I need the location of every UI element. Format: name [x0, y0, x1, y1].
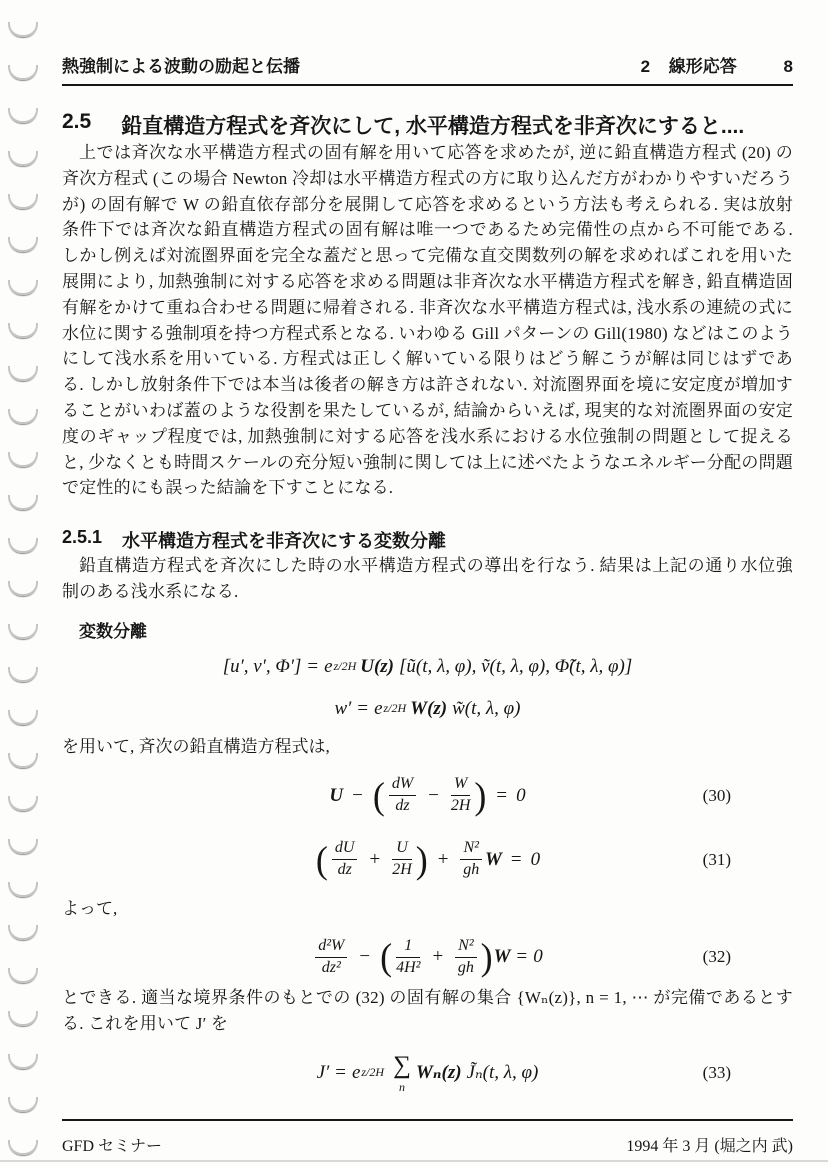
exp-base: e: [374, 697, 383, 719]
right-paren: ): [474, 774, 487, 817]
vertical-structure-fn: W(z): [410, 697, 448, 719]
exponent: z/2H: [361, 1065, 385, 1080]
eq-lhs: w′: [334, 697, 352, 719]
text-yotte: よって,: [62, 898, 118, 918]
binding-ring: [8, 194, 38, 209]
equation-tag: (32): [702, 947, 731, 967]
chapter-title: 線形応答: [668, 57, 737, 76]
header-rule: [62, 84, 793, 86]
spiral-binding: [6, 22, 46, 1167]
binding-ring: [8, 968, 38, 983]
minus-sign: −: [359, 946, 371, 968]
equation-32: [62, 929, 793, 985]
equation-33: [62, 1045, 793, 1101]
chapter-number: 2: [640, 57, 651, 76]
equation-tag: (33): [702, 1062, 731, 1082]
equals-sign: =: [496, 784, 508, 806]
subsection-heading: [62, 527, 793, 553]
eq-rhs: 0: [533, 946, 543, 968]
binding-ring: [8, 753, 38, 768]
running-title: 熱強制による波動の励起と伝播: [62, 57, 300, 76]
left-paren: (: [372, 774, 385, 817]
eq-rhs: 0: [530, 848, 541, 870]
equation-separation-uvphi: [62, 650, 793, 684]
section-title: 鉛直構造方程式を斉次にして, 水平構造方程式を非斉次にすると....: [121, 115, 745, 138]
binding-ring: [8, 581, 38, 596]
fraction-du-dz: $\frac{dU}{dz}$: [332, 839, 358, 880]
binding-ring: [8, 323, 38, 338]
equals-sign: =: [335, 1061, 346, 1083]
binding-ring: [8, 667, 38, 682]
term-w: W: [493, 946, 511, 968]
binding-ring: [8, 882, 38, 897]
fraction-u-2h: $\frac{U}{2H}$: [392, 839, 412, 879]
equals-sign: =: [516, 946, 528, 968]
binding-ring: [8, 280, 38, 295]
eq-rhs: [ũ(t, λ, φ), ṽ(t, λ, φ), Φ̃(t, λ, φ)]: [399, 655, 633, 677]
term-w: W: [484, 848, 502, 870]
eq-rhs: J̃ₙ(t, λ, φ): [466, 1062, 539, 1084]
page-header: [62, 52, 793, 77]
summation-symbol: ∑ n: [393, 1051, 411, 1094]
scan-bottom-edge: [0, 1160, 828, 1162]
binding-ring: [8, 452, 38, 467]
eigenfunction-term: Wₙ(z): [415, 1062, 462, 1084]
exp-base: e: [324, 655, 333, 677]
binding-ring: [8, 1054, 38, 1069]
eq-rhs: 0: [516, 784, 526, 806]
text-after-separation: を用いて, 斉次の鉛直構造方程式は,: [62, 736, 330, 756]
paragraph-1: 上では斉次な水平構造方程式の固有解を用いて応答を求めたが, 逆に鉛直構造方程式 (20) の斉次方程式 (この場合 Newton 冷却は水平構造方程式の方に取り込んだ方がわかりやすいだろうが) の固有解で W の鉛直依存部分を展開して応答を求めるという方法も考えられる. 実は放射条件下では斉次な鉛直構造方程式の固有解は唯一つであるため完備性の点から不可能である. しかし例えば対流圏界面を完全な蓋だと思って完備な直交関数列の解を求めればこれを用いた展開により, 加熱強制に対する応答を求める問題は非斉次な水平構造方程式を解き, 鉛直構造固有解をかけて重ね合わせる問題に帰着される. 非斉次な水平構造方程式は, 浅水系の連続の式に水位に関する強制項を持つ方程式系となる. いわゆる Gill パターンの Gill(1980) などはこのようにして浅水系を用いている. 方程式は正しく解いている限りはどう解こうが解は同じはずである. しかし放射条件下では本当は後者の解き方は許されない. 対流圏界面を境に安定度が増加することがいわば蓋のような役割を果たしているが, 結論からいえば, 現実的な対流圏界面の安定度のギャップ程度では, 加熱強制に対する応答を浅水系における水位強制の問題として捉えると, 少なくとも時間スケールの充分短い強制に関しては上に述べたようなエネルギー分配の問題で定性的にも誤った結論を下すことになる.: [62, 143, 793, 498]
section-heading: [62, 110, 793, 140]
binding-ring: [8, 151, 38, 166]
fraction-n2-gh: $\frac{\text{N²}}{gh}$: [460, 839, 481, 880]
binding-ring: [8, 108, 38, 123]
page-footer: [62, 1133, 793, 1156]
fraction-1-4h2: $\frac{1}{\text{4H²}}$: [396, 936, 421, 976]
binding-ring: [8, 925, 38, 940]
equals-sign: =: [510, 848, 522, 870]
binding-ring: [8, 366, 38, 381]
subsection-title: 水平構造方程式を非斉次にする変数分離: [122, 531, 447, 552]
binding-ring: [8, 1140, 38, 1155]
footer-rule: [62, 1119, 793, 1121]
equals-sign: =: [307, 655, 319, 677]
section-number: 2.5: [62, 110, 92, 133]
binding-ring: [8, 538, 38, 553]
term-u: U: [329, 784, 344, 806]
header-right: [627, 52, 793, 77]
paragraph-3: とできる. 適当な境界条件のもとでの (32) の固有解の集合 {Wₙ(z)}, n = 1, ⋯ が完備であるとする. これを用いて J′ を: [62, 988, 793, 1034]
page-number: 8: [783, 57, 793, 76]
page-content: [62, 0, 793, 1156]
binding-ring: [8, 22, 38, 37]
binding-ring: [8, 1011, 38, 1026]
plus-sign: +: [437, 848, 449, 870]
exponent: z/2H: [333, 659, 357, 674]
equation-31: [62, 832, 793, 888]
vertical-structure-fn: U(z): [360, 655, 395, 677]
footer-seminar-name: GFD セミナー: [62, 1137, 163, 1155]
eq-lhs: [u′, v′, Φ′]: [222, 655, 302, 677]
eq-rhs: w̃(t, λ, φ): [452, 697, 521, 719]
equals-sign: =: [357, 697, 369, 719]
right-paren: ): [480, 936, 493, 979]
binding-ring: [8, 839, 38, 854]
exponent: z/2H: [383, 701, 407, 716]
equation-30: [62, 768, 793, 824]
fraction-n2-gh: $\frac{\text{N²}}{gh}$: [455, 937, 476, 978]
fraction-w-2h: $\frac{W}{2H}$: [450, 775, 471, 815]
minus-sign: −: [428, 784, 439, 806]
equation-tag: (31): [702, 849, 731, 869]
binding-ring: [8, 710, 38, 725]
equation-separation-w: [62, 692, 793, 726]
binding-ring: [8, 796, 38, 811]
footer-date-author: 1994 年 3 月 (堀之内 武): [626, 1137, 793, 1155]
exp-base: e: [351, 1061, 361, 1083]
plus-sign: +: [369, 848, 381, 870]
eq-lhs: J′: [316, 1061, 330, 1083]
fraction-dw-dz: $\frac{dW}{dz}$: [389, 775, 416, 816]
minus-sign: −: [352, 784, 363, 806]
right-paren: ): [415, 838, 428, 881]
separation-label: 変数分離: [79, 621, 147, 641]
binding-ring: [8, 409, 38, 424]
binding-ring: [8, 1097, 38, 1112]
binding-ring: [8, 495, 38, 510]
plus-sign: +: [432, 946, 444, 968]
fraction-d2w-dz2: $\frac{\text{d²W}}{\text{dz²}}$: [315, 937, 347, 978]
binding-ring: [8, 65, 38, 80]
binding-ring: [8, 624, 38, 639]
paragraph-2: 鉛直構造方程式を斉次にした時の水平構造方程式の導出を行なう. 結果は上記の通り水位強制のある浅水系になる.: [62, 556, 793, 601]
left-paren: (: [315, 838, 328, 881]
subsection-number: 2.5.1: [62, 527, 103, 548]
left-paren: (: [380, 936, 393, 979]
binding-ring: [8, 237, 38, 252]
equation-tag: (30): [702, 785, 731, 805]
